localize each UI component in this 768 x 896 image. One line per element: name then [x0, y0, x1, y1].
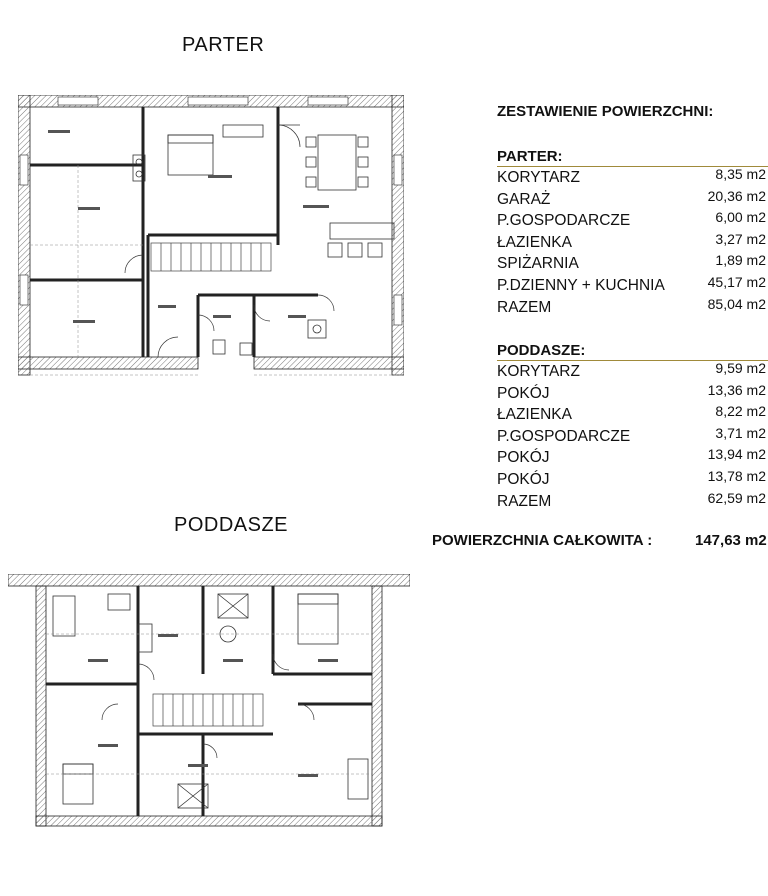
- table-row-total: [497, 297, 768, 319]
- room-area: 13,78 m2: [707, 467, 766, 484]
- room-area: 45,17 m2: [707, 273, 766, 290]
- room-name: POKÓJ: [497, 470, 550, 488]
- total-area-label: POWIERZCHNIA CAŁKOWITA :: [432, 532, 653, 549]
- room-area: 6,00 m2: [715, 209, 766, 226]
- summary-heading: ZESTAWIENIE POWIERZCHNI:: [497, 103, 714, 120]
- parter-plan-title: PARTER: [182, 34, 265, 56]
- room-area: 85,04 m2: [707, 295, 766, 312]
- parter-summary-title: PARTER:: [497, 148, 768, 167]
- room-name: P.GOSPODARCZE: [497, 427, 631, 445]
- room-area: 8,35 m2: [715, 166, 766, 182]
- poddasze-floor-plan: [8, 574, 410, 836]
- table-row-total: [497, 491, 768, 513]
- room-name: RAZEM: [497, 298, 552, 316]
- room-name: KORYTARZ: [497, 363, 580, 380]
- poddasze-plan-title: PODDASZE: [174, 514, 289, 536]
- total-area-value: 147,63 m2: [695, 532, 767, 549]
- room-area: 13,94 m2: [707, 446, 766, 463]
- room-name: GARAŻ: [497, 190, 551, 208]
- room-name: RAZEM: [497, 492, 552, 510]
- room-name: P.GOSPODARCZE: [497, 212, 631, 230]
- room-area: 62,59 m2: [707, 489, 766, 506]
- room-area: 13,36 m2: [707, 381, 766, 398]
- parter-floor-plan: [18, 95, 404, 387]
- room-name: POKÓJ: [497, 449, 550, 467]
- room-area: 1,89 m2: [715, 252, 766, 269]
- room-area: 9,59 m2: [715, 360, 766, 376]
- poddasze-summary: [497, 342, 768, 512]
- room-name: P.DZIENNY + KUCHNIA: [497, 276, 665, 294]
- poddasze-summary-title: PODDASZE:: [497, 342, 768, 361]
- room-name: POKÓJ: [497, 384, 550, 402]
- room-name: KORYTARZ: [497, 169, 580, 186]
- room-area: 3,27 m2: [715, 230, 766, 247]
- parter-summary: [497, 148, 768, 318]
- room-area: 8,22 m2: [715, 403, 766, 420]
- room-name: SPIŻARNIA: [497, 255, 579, 273]
- room-name: ŁAZIENKA: [497, 406, 572, 424]
- room-area: 20,36 m2: [707, 187, 766, 204]
- total-area: [432, 532, 768, 549]
- room-area: 3,71 m2: [715, 424, 766, 441]
- room-name: ŁAZIENKA: [497, 233, 572, 251]
